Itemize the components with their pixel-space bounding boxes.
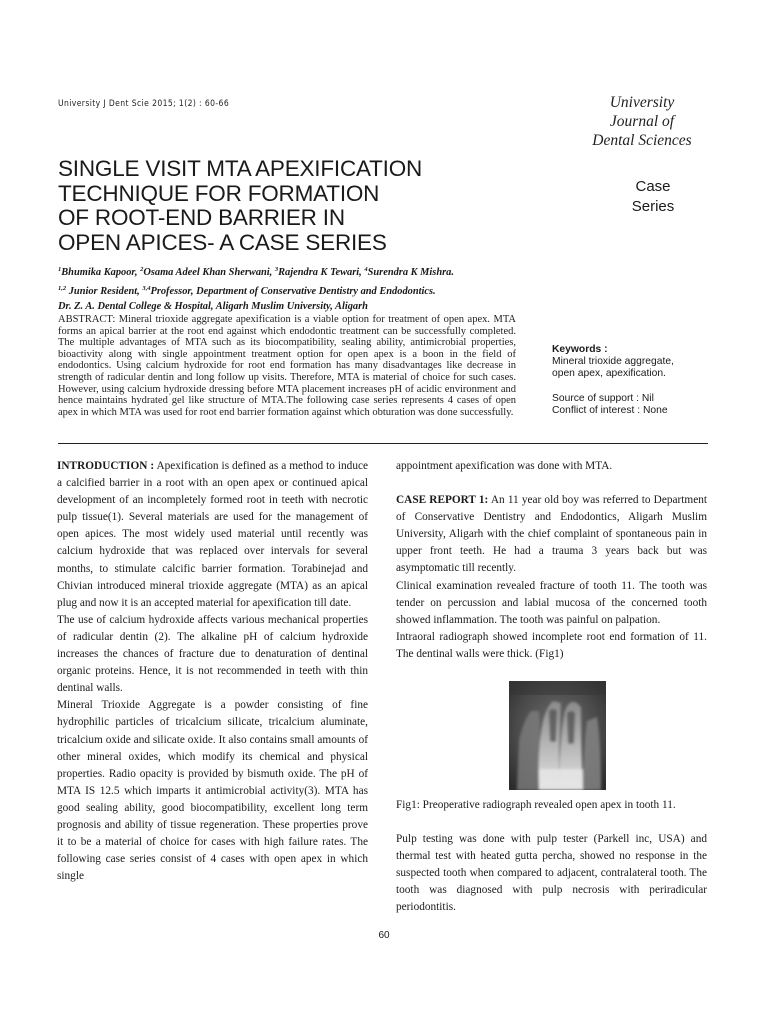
- section-divider: [58, 443, 708, 444]
- case-text-1: An 11 year old boy was referred to Department of Conservative Dentistry and Endodontics, Aligarh Muslim University, Aligarh with the chief complaint of spontaneous pain in upper front teeth. He had a trauma 3 years back but was asymptomatic till recently.: [396, 494, 707, 575]
- author-1: Bhumika Kapoor,: [61, 267, 141, 278]
- conflict-of-interest: Conflict of interest : None: [552, 404, 668, 416]
- keywords-heading: Keywords :: [552, 344, 608, 355]
- page-number: 60: [378, 930, 390, 941]
- affiliation-1: Junior Resident,: [66, 285, 143, 297]
- article-title: [58, 157, 458, 255]
- journal-logo-text: [572, 93, 712, 150]
- intro-paragraph-1: [57, 458, 368, 612]
- figure-caption: Fig1: Preoperative radiograph revealed open apex in tooth 11.: [396, 799, 676, 811]
- author-3-affiliation-mark: 3: [274, 266, 279, 273]
- author-2-affiliation-mark: 2: [140, 266, 144, 273]
- case-paragraph-4: Pulp testing was done with pulp tester (Parkell inc, USA) and thermal test with heated gutta percha, showed no response in the suspected tooth when compared to adjacent, contralateral tooth. The tooth was diagnosed with pulp necrosis with periradicular periodontitis.: [396, 833, 707, 914]
- title-line-4: OPEN APICES- A CASE SERIES: [58, 229, 387, 255]
- keywords-line-1: Mineral trioxide aggregate,: [552, 356, 674, 368]
- journal-name-line-1: University: [609, 94, 675, 111]
- intro-heading: INTRODUCTION :: [57, 460, 155, 472]
- case-paragraph-1: [396, 492, 707, 577]
- intro-text-1: Apexification is defined as a method to induce a calcified barrier in a root with an open apex or continued apical development of an incompletely formed root in teeth with necrotic pulp tissue(1). Several materials are used for the management of open apices. The most widely used material until recently was calcium hydroxide that was replaced over intervals for several months, to stimulate calcific barrier formation. Torabinejad and Chivian introduced mineral trioxide aggregate (MTA) as an apical plug and now it is an accepted material for apexification till date.: [57, 460, 368, 609]
- right-column: [396, 458, 707, 663]
- case-paragraph-2: Clinical examination revealed fracture of tooth 11. The tooth was tender on percussion and labial mucosa of the concerned tooth showed inflammation. The tooth was painful on palpation.: [396, 579, 707, 626]
- journal-name-line-3: Dental Sciences: [592, 132, 692, 149]
- journal-citation: University J Dent Scie 2015; 1(2) : 60-66: [58, 99, 230, 109]
- journal-name-line-2: Journal of: [609, 113, 675, 130]
- left-column: [57, 458, 368, 885]
- affiliation-line: [58, 281, 578, 300]
- article-type-line-2: Series: [631, 198, 675, 215]
- radiograph-image: [509, 681, 606, 790]
- right-column-continued: [396, 831, 707, 916]
- author-4-affiliation-mark: 4: [364, 266, 368, 273]
- continued-paragraph: appointment apexification was done with MTA.: [396, 460, 613, 472]
- title-line-2: TECHNIQUE FOR FORMATION: [58, 180, 380, 206]
- author-list: [58, 262, 578, 281]
- institution-line: Dr. Z. A. Dental College & Hospital, Aligarh Muslim University, Aligarh: [58, 301, 368, 312]
- source-of-support: Source of support : Nil: [552, 392, 654, 404]
- radiograph-figure: [509, 681, 606, 790]
- abstract: ABSTRACT: Mineral trioxide aggregate apexification is a viable option for treatment of open apex. MTA forms an apical barrier at the root end against which endodontic treatment can be successfully completed. The multiple advantages of MTA such as its biocompatibility, sealing ability, antimicrobial properties, bioactivity along with single appointment treatment option for open apex is a boon in the field of endodontics. Using calcium hydroxide for root end formation has many disadvantages like decrease in strength of radicular dentin and long follow up visits. Therefore, MTA is material of choice for such cases. However, using calcium hydroxide dressing before MTA placement increases pH of acidic environment and hence maintains hydrated gel like structure of MTA.The following case series represents 4 cases of open apex in which MTA was used for root end barrier formation against which obturation was done successfully.: [58, 314, 516, 418]
- affiliation-2: Professor, Department of Conservative Dentistry and Endodontics.: [150, 285, 436, 297]
- keywords-line-2: open apex, apexification.: [552, 368, 666, 380]
- article-type-line-1: Case: [635, 178, 671, 195]
- intro-paragraph-2: The use of calcium hydroxide affects various mechanical properties of radicular dentin (2). The alkaline pH of calcium hydroxide increases the chances of fracture due to denaturation of dentinal organic proteins. Hence, it is not recommended in teeth with thin dentinal walls.: [57, 613, 368, 695]
- author-3: Rajendra K Tewari,: [278, 267, 365, 278]
- case-heading: CASE REPORT 1:: [396, 494, 489, 507]
- author-2: Osama Adeel Khan Sherwani,: [143, 267, 275, 278]
- case-paragraph-3: Intraoral radiograph showed incomplete root end formation of 11. The dentinal walls were thick. (Fig1): [396, 630, 707, 660]
- author-4: Surendra K Mishra.: [367, 267, 454, 278]
- author-1-affiliation-mark: 1: [58, 266, 62, 273]
- affiliation-1-mark: 1,2: [58, 284, 67, 292]
- affiliation-2-mark: 3,4: [142, 284, 151, 292]
- keywords-box: [552, 344, 722, 417]
- author-block: [58, 262, 578, 315]
- intro-paragraph-3: Mineral Trioxide Aggregate is a powder consisting of fine hydrophilic particles of tricalcium silicate, tricalcium aluminate, tricalcium oxide and silicate oxide. It also contains small amounts of other mineral oxides, which modify its chemical and physical properties. Radio opacity is provided by bismuth oxide. The pH of MTA IS 12.5 which imparts it antimicrobial activity(3). MTA has good sealing ability, good biocompatibility, excellent long term prognosis and ability of tissue regeneration. These properties prove it to be a material of choice for cases with high failure rates. The following case series consist of 4 cases with open apex in which single: [57, 699, 368, 883]
- article-type-label: [610, 177, 696, 217]
- title-line-1: SINGLE VISIT MTA APEXIFICATION: [58, 156, 423, 181]
- title-line-3: OF ROOT-END BARRIER IN: [58, 205, 345, 230]
